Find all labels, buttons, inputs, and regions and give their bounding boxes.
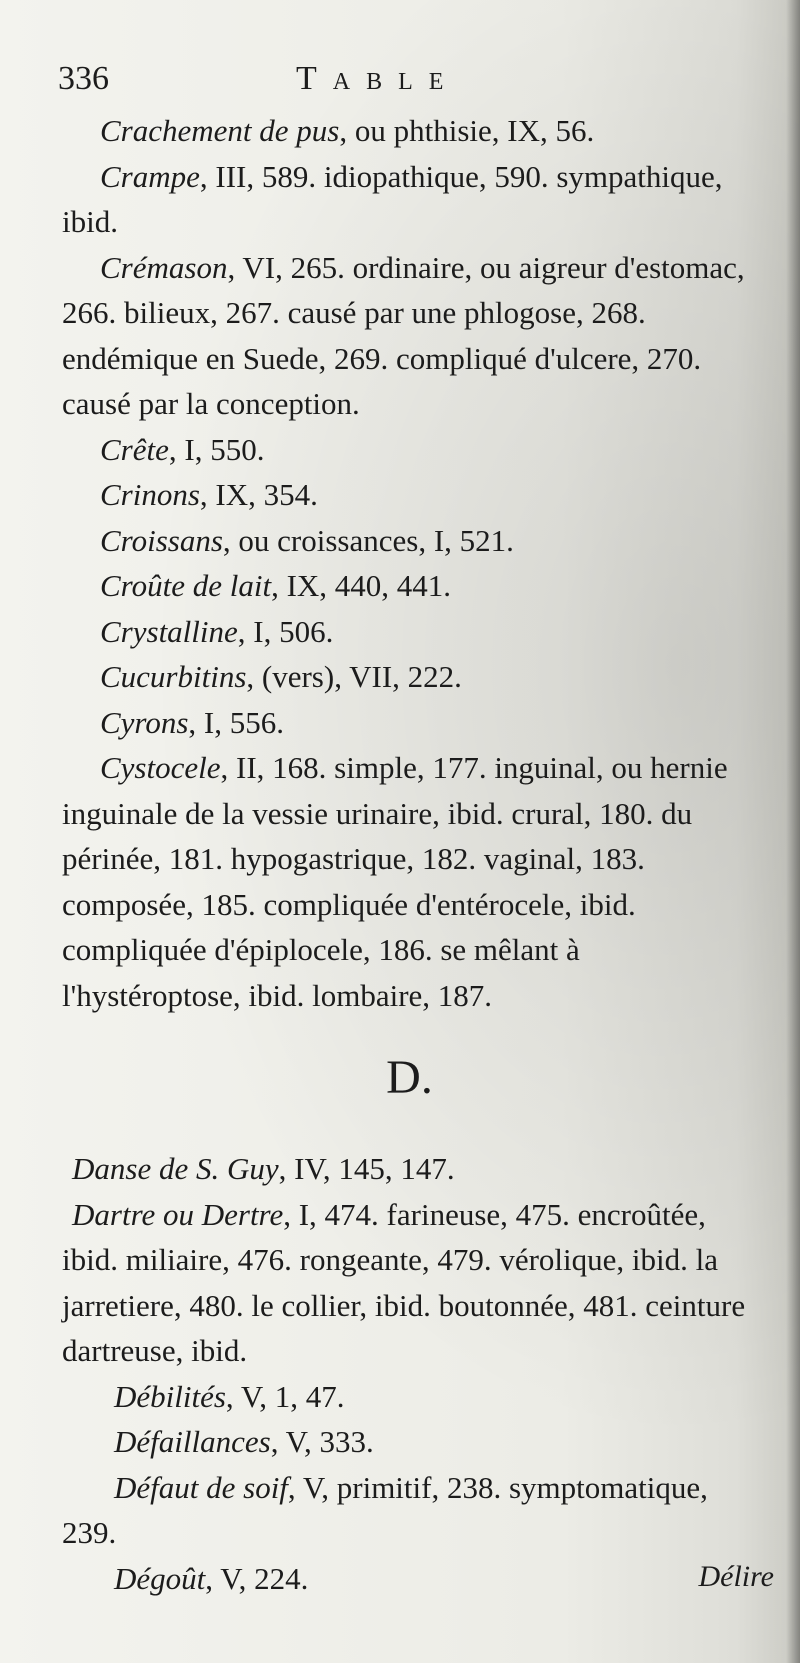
entry-text: , IV, 145, 147. <box>278 1151 455 1186</box>
index-entry <box>62 609 757 655</box>
entry-text: , V, 224. <box>205 1560 309 1596</box>
entry-text: , V, primitif, 238. symptomatique, 239. <box>62 1469 708 1550</box>
entry-term: Crachement de pus <box>100 113 340 148</box>
index-entries <box>62 108 757 1601</box>
entry-term: Défaut de soif <box>114 1469 288 1505</box>
entry-text: , I, 506. <box>237 613 334 649</box>
entry-term: Débilités <box>114 1378 226 1414</box>
index-entry <box>62 108 757 154</box>
entry-text: , VI, 265. ordinaire, ou aigreur d'estomac, 266. bilieux, 267. causé par une phlogose, 268. endémique en Suede, 269. compliqué d'ulcere, 270. causé par la conception. <box>62 249 745 421</box>
entry-text: , I, 550. <box>168 431 265 467</box>
index-entry <box>62 1556 757 1602</box>
index-entry <box>62 563 757 609</box>
entry-text: , I, 474. farineuse, 475. encroûtée, ibid. miliaire, 476. rongeante, 479. vérolique, ibid. la jarretiere, 480. le collier, ibid. boutonnée, 481. ceinture dartreuse, ibid. <box>62 1196 746 1368</box>
entry-text: , V, 333. <box>270 1424 374 1459</box>
index-entry <box>62 745 757 1018</box>
entry-text: , ou phthisie, IX, 56. <box>339 113 595 148</box>
entry-text: , ou croissances, I, 521. <box>222 522 514 558</box>
page-gutter-shadow <box>786 0 800 1663</box>
index-entry <box>62 1419 757 1465</box>
index-entry <box>62 1146 757 1192</box>
entry-text: , III, 589. idiopathique, 590. sympathique, ibid. <box>62 158 723 239</box>
index-entry <box>62 154 757 245</box>
entry-text: , II, 168. simple, 177. inguinal, ou hernie inguinale de la vessie urinaire, ibid. crural, 180. du périnée, 181. hypogastrique, 182. vaginal, 183. composée, 185. compliquée d'entérocele, ibid. compliquée d'épiplocele, 186. se mêlant à l'hystéroptose, ibid. lombaire, 187. <box>62 750 728 1013</box>
index-entry <box>62 1192 757 1374</box>
index-entry <box>62 245 757 427</box>
entry-term: Croûte de lait <box>100 568 272 603</box>
entry-term: Croissans <box>100 522 223 558</box>
index-entry <box>62 427 757 473</box>
index-entry <box>62 518 757 564</box>
entry-term: Dartre ou Dertre <box>72 1196 284 1232</box>
entry-text: , V, 1, 47. <box>225 1378 345 1414</box>
entry-text: , (vers), VII, 222. <box>246 659 462 694</box>
page-header <box>58 60 758 110</box>
index-entry <box>62 472 757 518</box>
index-entry <box>62 700 757 746</box>
entry-term: Dégoût <box>114 1560 206 1596</box>
entry-term: Crystalline <box>100 613 238 649</box>
entry-text: , IX, 440, 441. <box>271 568 452 603</box>
entry-term: Cucurbitins <box>100 659 247 694</box>
entry-term: Crinons <box>100 477 200 512</box>
section-heading-letter: D. <box>386 1051 433 1104</box>
entry-text: , IX, 354. <box>199 477 318 512</box>
running-title: Table <box>296 60 460 97</box>
entry-text: , I, 556. <box>188 704 284 740</box>
entry-term: Danse de S. Guy <box>72 1151 279 1186</box>
index-entry <box>62 1374 757 1420</box>
entry-term: Crémason <box>100 249 228 285</box>
entry-term: Crampe <box>100 158 200 194</box>
page-number: 336 <box>58 60 109 97</box>
index-entry <box>62 654 757 700</box>
index-entry <box>62 1465 757 1556</box>
entry-term: Cyrons <box>100 704 189 740</box>
entry-term: Cystocele <box>100 750 221 785</box>
catchword: Délire <box>698 1560 774 1593</box>
entry-term: Crête <box>100 431 169 467</box>
entry-term: Défaillances <box>114 1424 271 1459</box>
